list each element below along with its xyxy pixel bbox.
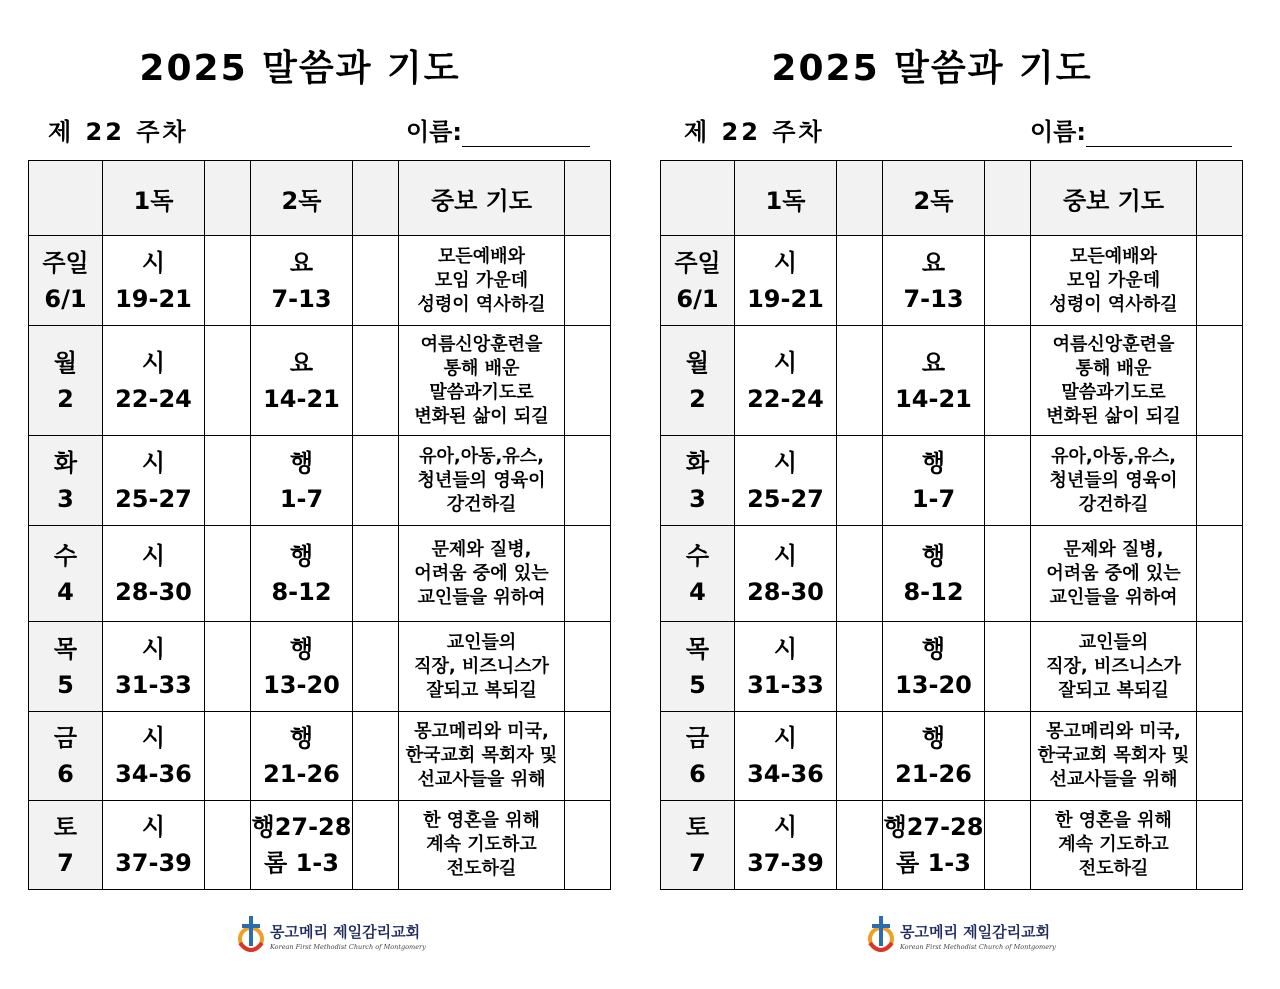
read1-range: 22-24 — [747, 384, 824, 413]
prayer-cell — [399, 801, 565, 890]
read1-cell — [735, 622, 837, 712]
read2-range: 13-20 — [895, 670, 972, 699]
table-row — [29, 801, 611, 890]
prayer-check-cell[interactable] — [565, 712, 611, 801]
read2-cell — [883, 326, 985, 436]
prayer-cell — [1031, 326, 1197, 436]
day-label: 목 — [685, 634, 710, 663]
read2-check-cell[interactable] — [985, 436, 1031, 526]
read2-book: 행 — [289, 634, 314, 663]
read2-book: 요 — [289, 348, 314, 377]
prayer-line: 직장, 비즈니스가 — [414, 655, 549, 677]
read2-range: 1-7 — [911, 484, 956, 513]
day-label: 주일 — [42, 248, 89, 277]
day-label: 월 — [53, 348, 78, 377]
prayer-line: 변화된 삶이 되길 — [1046, 405, 1181, 427]
prayer-cell — [1031, 712, 1197, 801]
read1-check-cell[interactable] — [205, 326, 251, 436]
day-cell — [661, 712, 735, 801]
read1-range: 22-24 — [115, 384, 192, 413]
date-label: 4 — [689, 577, 706, 606]
read2-check-cell[interactable] — [353, 326, 399, 436]
read1-book: 시 — [773, 248, 798, 277]
read1-book: 시 — [141, 348, 166, 377]
prayer-line: 선교사들을 위해 — [1049, 769, 1178, 790]
prayer-line: 유아,아동,유스, — [419, 445, 544, 467]
read2-cell — [251, 712, 353, 801]
read2-check-cell[interactable] — [353, 236, 399, 326]
name-label: 이름: — [406, 118, 462, 146]
read2-cell — [251, 436, 353, 526]
prayer-check-cell[interactable] — [1197, 326, 1243, 436]
prayer-check-cell[interactable] — [1197, 801, 1243, 890]
day-label: 금 — [685, 724, 710, 752]
read2-check-cell[interactable] — [985, 326, 1031, 436]
day-label: 목 — [53, 634, 78, 663]
read1-check-cell[interactable] — [205, 436, 251, 526]
read2-book: 요 — [921, 248, 946, 277]
day-cell — [29, 326, 103, 436]
read2-cell — [251, 801, 353, 890]
read1-cell — [735, 326, 837, 436]
table-row — [29, 436, 611, 526]
reading-schedule-table — [28, 160, 611, 890]
read2-cell — [251, 236, 353, 326]
day-cell — [661, 326, 735, 436]
name-field — [1030, 112, 1232, 147]
name-field — [406, 112, 590, 147]
read2-check-cell[interactable] — [985, 712, 1031, 801]
prayer-line: 성령이 역사하길 — [417, 293, 546, 315]
day-cell — [29, 236, 103, 326]
prayer-line: 교인들의 — [1078, 631, 1149, 653]
read2-cell — [883, 436, 985, 526]
read1-cell — [735, 436, 837, 526]
prayer-cell — [1031, 526, 1197, 622]
read1-cell — [103, 712, 205, 801]
prayer-line: 몽고메리와 미국, — [414, 721, 549, 742]
read2-range: 13-20 — [263, 670, 340, 699]
prayer-check-cell[interactable] — [1197, 622, 1243, 712]
day-cell — [661, 236, 735, 326]
prayer-line: 잘되고 복되길 — [1058, 679, 1169, 701]
prayer-line: 한 영혼을 위해 — [1055, 810, 1172, 831]
prayer-check-cell[interactable] — [1197, 436, 1243, 526]
date-label: 6 — [689, 760, 706, 788]
read2-check-cell[interactable] — [353, 712, 399, 801]
day-cell — [661, 801, 735, 890]
date-label: 6/1 — [44, 284, 87, 313]
prayer-line: 여름신앙훈련을 — [1052, 333, 1175, 355]
prayer-line: 성령이 역사하길 — [1049, 293, 1178, 315]
read2-book: 행 — [921, 724, 946, 752]
prayer-check-cell[interactable] — [565, 236, 611, 326]
day-label: 금 — [53, 724, 78, 752]
day-cell — [29, 526, 103, 622]
prayer-line: 문제와 질병, — [431, 538, 532, 560]
header-check1 — [205, 161, 251, 236]
prayer-line: 모임 가운데 — [1066, 269, 1161, 291]
day-cell — [29, 712, 103, 801]
prayer-check-cell[interactable] — [565, 326, 611, 436]
read2-check-cell[interactable] — [353, 436, 399, 526]
header-blank — [29, 161, 103, 236]
read1-cell — [103, 801, 205, 890]
date-label: 2 — [689, 384, 706, 413]
prayer-cell — [399, 526, 565, 622]
prayer-line: 계속 기도하고 — [1058, 834, 1169, 855]
prayer-check-cell[interactable] — [1197, 236, 1243, 326]
date-label: 7 — [57, 849, 74, 877]
prayer-line: 유아,아동,유스, — [1051, 445, 1176, 467]
prayer-check-cell[interactable] — [1197, 526, 1243, 622]
day-label: 토 — [53, 813, 78, 841]
prayer-cell — [1031, 236, 1197, 326]
day-cell — [661, 436, 735, 526]
church-name-ko: 몽고메리 제일감리교회 — [270, 923, 421, 941]
read1-range: 25-27 — [115, 484, 192, 513]
read2-cell — [883, 712, 985, 801]
read1-cell — [103, 326, 205, 436]
read1-book: 시 — [141, 541, 166, 570]
name-label: 이름: — [1030, 118, 1086, 146]
read1-book: 시 — [141, 448, 166, 477]
read1-cell — [735, 712, 837, 801]
read1-check-cell[interactable] — [837, 326, 883, 436]
church-name-en: Korean First Methodist Church of Montgomery — [900, 943, 1056, 951]
date-label: 4 — [57, 577, 74, 606]
table-row — [29, 326, 611, 436]
read1-book: 시 — [141, 813, 166, 841]
prayer-line: 잘되고 복되길 — [426, 679, 537, 701]
prayer-line: 모임 가운데 — [434, 269, 529, 291]
read2-book: 행 — [921, 448, 946, 477]
church-logo-icon — [864, 913, 898, 959]
prayer-line: 청년들의 영육이 — [1049, 469, 1178, 491]
read2-cell — [883, 526, 985, 622]
read2-range: 14-21 — [263, 384, 340, 413]
prayer-line: 모든예배와 — [1070, 245, 1157, 267]
read2-cell — [251, 326, 353, 436]
read1-book: 시 — [141, 724, 166, 752]
read1-range: 28-30 — [747, 577, 824, 606]
read1-cell — [103, 526, 205, 622]
read2-range: 21-26 — [263, 760, 340, 788]
read2-cell — [883, 801, 985, 890]
table-row — [29, 236, 611, 326]
read1-cell — [735, 526, 837, 622]
read1-range: 25-27 — [747, 484, 824, 513]
church-logo — [864, 913, 1056, 961]
prayer-line: 교인들을 위하여 — [1049, 586, 1178, 608]
read2-book: 행 — [921, 541, 946, 570]
header-prayer: 중보 기도 — [1031, 161, 1197, 236]
read1-range: 31-33 — [747, 670, 824, 699]
read1-cell — [103, 622, 205, 712]
day-label: 월 — [685, 348, 710, 377]
day-cell — [29, 622, 103, 712]
prayer-cell — [1031, 436, 1197, 526]
read2-book: 행 — [289, 724, 314, 752]
day-label: 주일 — [674, 248, 721, 277]
read2-cell — [883, 236, 985, 326]
read2-check-cell[interactable] — [985, 622, 1031, 712]
prayer-line: 한국교회 목회자 및 — [1037, 745, 1190, 766]
header-read2: 2독 — [251, 161, 353, 236]
read2-range: 1-7 — [279, 484, 324, 513]
date-label: 6 — [57, 760, 74, 788]
date-label: 3 — [689, 484, 706, 513]
read2-check-cell[interactable] — [985, 801, 1031, 890]
read1-check-cell[interactable] — [205, 622, 251, 712]
prayer-check-cell[interactable] — [565, 526, 611, 622]
read1-range: 37-39 — [115, 849, 192, 877]
read2-book: 행27-28 — [883, 813, 984, 841]
read2-book: 행 — [921, 634, 946, 663]
prayer-cell — [1031, 801, 1197, 890]
read1-check-cell[interactable] — [205, 712, 251, 801]
header-blank — [661, 161, 735, 236]
day-cell — [661, 526, 735, 622]
read1-check-cell[interactable] — [837, 236, 883, 326]
read1-cell — [103, 236, 205, 326]
day-label: 토 — [685, 813, 710, 841]
table-row — [661, 436, 1243, 526]
read2-range: 롬 1-3 — [264, 849, 339, 877]
prayer-line: 어려움 중에 있는 — [1046, 562, 1181, 584]
header-check3 — [565, 161, 611, 236]
day-label: 화 — [53, 448, 78, 477]
read1-check-cell[interactable] — [837, 436, 883, 526]
read2-range: 7-13 — [903, 284, 964, 313]
church-logo-icon — [234, 913, 268, 959]
prayer-line: 문제와 질병, — [1063, 538, 1164, 560]
prayer-line: 전도하길 — [1078, 858, 1149, 879]
header-read2: 2독 — [883, 161, 985, 236]
date-label: 3 — [57, 484, 74, 513]
prayer-line: 통해 배운 — [1075, 357, 1152, 379]
prayer-cell — [399, 236, 565, 326]
read2-book: 행27-28 — [251, 813, 352, 841]
church-name-ko: 몽고메리 제일감리교회 — [900, 923, 1051, 941]
read1-book: 시 — [141, 248, 166, 277]
prayer-line: 말씀과기도로 — [1061, 381, 1166, 403]
read2-range: 8-12 — [903, 577, 964, 606]
worksheet-right — [632, 0, 1232, 989]
prayer-cell — [399, 622, 565, 712]
day-cell — [29, 801, 103, 890]
prayer-line: 말씀과기도로 — [429, 381, 534, 403]
read2-range: 8-12 — [271, 577, 332, 606]
read2-book: 요 — [289, 248, 314, 277]
read1-range: 34-36 — [747, 760, 824, 788]
read1-range: 19-21 — [747, 284, 824, 313]
church-logo — [234, 913, 426, 961]
read1-range: 37-39 — [747, 849, 824, 877]
read1-check-cell[interactable] — [837, 712, 883, 801]
prayer-line: 여름신앙훈련을 — [420, 333, 543, 355]
prayer-cell — [399, 712, 565, 801]
header-check2 — [985, 161, 1031, 236]
date-label: 5 — [57, 670, 74, 699]
read2-check-cell[interactable] — [985, 236, 1031, 326]
table-row — [29, 622, 611, 712]
table-row — [661, 712, 1243, 801]
worksheet-title: 2025 말씀과 기도 — [139, 48, 461, 89]
prayer-line: 강건하길 — [446, 493, 517, 515]
header-prayer: 중보 기도 — [399, 161, 565, 236]
header-read1: 1독 — [735, 161, 837, 236]
prayer-check-cell[interactable] — [565, 622, 611, 712]
read1-book: 시 — [773, 541, 798, 570]
read1-check-cell[interactable] — [205, 801, 251, 890]
read2-book: 행 — [289, 541, 314, 570]
prayer-cell — [399, 326, 565, 436]
prayer-line: 한국교회 목회자 및 — [405, 745, 558, 766]
read1-range: 28-30 — [115, 577, 192, 606]
read1-check-cell[interactable] — [837, 526, 883, 622]
read1-range: 31-33 — [115, 670, 192, 699]
read1-cell — [735, 236, 837, 326]
read1-book: 시 — [141, 634, 166, 663]
week-label: 제 22 주차 — [684, 118, 825, 146]
read2-range: 14-21 — [895, 384, 972, 413]
table-header-row — [661, 161, 1243, 236]
read1-book: 시 — [773, 448, 798, 477]
header-check1 — [837, 161, 883, 236]
prayer-line: 통해 배운 — [443, 357, 520, 379]
read1-check-cell[interactable] — [205, 526, 251, 622]
header-check3 — [1197, 161, 1243, 236]
day-label: 화 — [685, 448, 710, 477]
header-check2 — [353, 161, 399, 236]
prayer-cell — [1031, 622, 1197, 712]
prayer-check-cell[interactable] — [565, 436, 611, 526]
day-label: 수 — [685, 541, 710, 570]
read2-check-cell[interactable] — [353, 622, 399, 712]
prayer-line: 청년들의 영육이 — [417, 469, 546, 491]
date-label: 2 — [57, 384, 74, 413]
table-row — [661, 801, 1243, 890]
prayer-line: 선교사들을 위해 — [417, 769, 546, 790]
prayer-cell — [399, 436, 565, 526]
read1-range: 34-36 — [115, 760, 192, 788]
prayer-line: 어려움 중에 있는 — [414, 562, 549, 584]
read1-cell — [103, 436, 205, 526]
read1-check-cell[interactable] — [205, 236, 251, 326]
worksheet-left — [0, 0, 600, 989]
header-read1: 1독 — [103, 161, 205, 236]
prayer-line: 변화된 삶이 되길 — [414, 405, 549, 427]
read1-range: 19-21 — [115, 284, 192, 313]
day-label: 수 — [53, 541, 78, 570]
read1-check-cell[interactable] — [837, 801, 883, 890]
read2-book: 행 — [289, 448, 314, 477]
prayer-line: 직장, 비즈니스가 — [1046, 655, 1181, 677]
read1-check-cell[interactable] — [837, 622, 883, 712]
read1-book: 시 — [773, 634, 798, 663]
table-row — [661, 622, 1243, 712]
table-row — [29, 526, 611, 622]
table-row — [661, 236, 1243, 326]
table-row — [29, 712, 611, 801]
day-cell — [661, 622, 735, 712]
table-row — [661, 526, 1243, 622]
prayer-line: 강건하길 — [1078, 493, 1149, 515]
read2-book: 요 — [921, 348, 946, 377]
name-blank-line[interactable] — [1086, 120, 1232, 147]
prayer-line: 몽고메리와 미국, — [1046, 721, 1181, 742]
read1-cell — [735, 801, 837, 890]
read2-check-cell[interactable] — [353, 801, 399, 890]
read1-book: 시 — [773, 348, 798, 377]
date-label: 5 — [689, 670, 706, 699]
name-blank-line[interactable] — [462, 120, 590, 147]
read2-range: 7-13 — [271, 284, 332, 313]
read2-check-cell[interactable] — [353, 526, 399, 622]
worksheet-title: 2025 말씀과 기도 — [771, 48, 1093, 89]
date-label: 7 — [689, 849, 706, 877]
read2-cell — [251, 526, 353, 622]
read2-range: 21-26 — [895, 760, 972, 788]
prayer-line: 교인들을 위하여 — [417, 586, 546, 608]
read2-check-cell[interactable] — [985, 526, 1031, 622]
table-header-row — [29, 161, 611, 236]
prayer-line: 교인들의 — [446, 631, 517, 653]
table-row — [661, 326, 1243, 436]
week-label: 제 22 주차 — [48, 118, 189, 146]
prayer-line: 계속 기도하고 — [426, 834, 537, 855]
read1-book: 시 — [773, 813, 798, 841]
read1-book: 시 — [773, 724, 798, 752]
read2-range: 롬 1-3 — [896, 849, 971, 877]
read2-cell — [251, 622, 353, 712]
read2-cell — [883, 622, 985, 712]
reading-schedule-table — [660, 160, 1243, 890]
day-cell — [29, 436, 103, 526]
date-label: 6/1 — [676, 284, 719, 313]
prayer-line: 전도하길 — [446, 858, 517, 879]
prayer-check-cell[interactable] — [565, 801, 611, 890]
prayer-line: 모든예배와 — [438, 245, 525, 267]
church-name-en: Korean First Methodist Church of Montgomery — [270, 943, 426, 951]
prayer-check-cell[interactable] — [1197, 712, 1243, 801]
prayer-line: 한 영혼을 위해 — [423, 810, 540, 831]
